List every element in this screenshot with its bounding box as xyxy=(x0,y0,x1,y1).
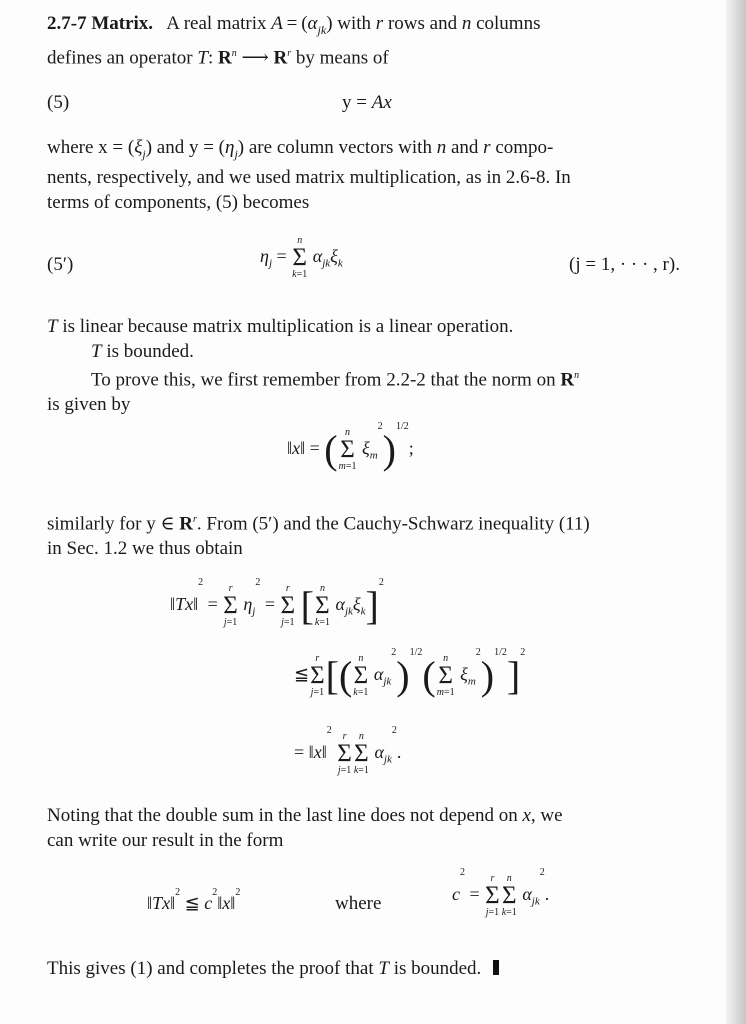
where-paragraph: where $x = (\xi_j)$ and $y = (\eta_j)$ are column vectors with n and r compo- nents, respectively, and we used matrix multiplication, as in 2.6-8. In terms of components, (5) becomes xyxy=(47,137,571,213)
intro-paragraph xyxy=(47,12,707,71)
similarly-paragraph: similarly for y ∈ $R^r$. From (5′) and the Cauchy-Schwarz inequality (11) in Sec. 1.2 we thus obtain xyxy=(47,513,590,559)
sum-symbol: n Σ k=1 xyxy=(292,235,308,280)
intro-line-2: defines an operator T: $R^n$ ⟶ $R^r$ by means of xyxy=(47,47,389,69)
derivation-line-2: ≦ r Σ j=1 [( n Σ k=1 $\alpha_{jk}^2)^{1/2}$( n Σ m=1 $\xi_m^2)^{1/2}]^2$ xyxy=(294,647,526,698)
final-inequality: ‖Tx‖$^2$ ≦ $c^2‖x‖^2$ xyxy=(147,887,241,913)
derivation-line-1: ‖Tx‖$^2$ = r Σ j=1 $\eta_j^2$ = r Σ j=1 [ n Σ k=1 $\alpha_{jk}\xi_k]^2$ xyxy=(170,577,384,628)
qed-mark xyxy=(493,960,499,975)
intro-line-1: 2.7-7 Matrix. A real matrix $A = (\alpha_{jk})$ with r rows and n columns xyxy=(47,13,541,37)
conclusion-paragraph: This gives (1) and completes the proof that T is bounded. xyxy=(47,957,707,982)
noting-paragraph: Noting that the double sum in the last line does not depend on x, we can write our result in the form xyxy=(47,805,563,851)
linear-paragraph: T is linear because matrix multiplication is a linear operation. T is bounded. To prove this, we first remember from 2.2-2 that the norm on $R^n$ is given by xyxy=(47,316,580,415)
norm-equation: ‖x‖ = ( n Σ m=1 $\xi_m^2)^{1/2}$; xyxy=(287,421,414,472)
eq5-expression: y = Ax xyxy=(342,92,392,113)
final-constant-definition: $c^2$ = r Σ j=1 n Σ k=1 $\alpha_{jk}^2$. xyxy=(452,867,550,918)
final-where: where xyxy=(335,893,382,914)
section-heading: 2.7-7 Matrix. xyxy=(47,13,154,34)
eq5p-expression: $\eta_j$ = n Σ k=1 $\alpha_{jk}\xi_k$ xyxy=(260,235,343,280)
eq5p-label: (5′) xyxy=(47,254,74,275)
page-edge-shadow xyxy=(726,0,746,1024)
eq5-label: (5) xyxy=(47,92,70,113)
eq5p-range: (j = 1, · · · , r). xyxy=(569,254,680,275)
derivation-line-3: = ‖x‖$^2$ r Σ j=1 n Σ k=1 $\alpha_{jk}^2$. xyxy=(294,725,402,776)
